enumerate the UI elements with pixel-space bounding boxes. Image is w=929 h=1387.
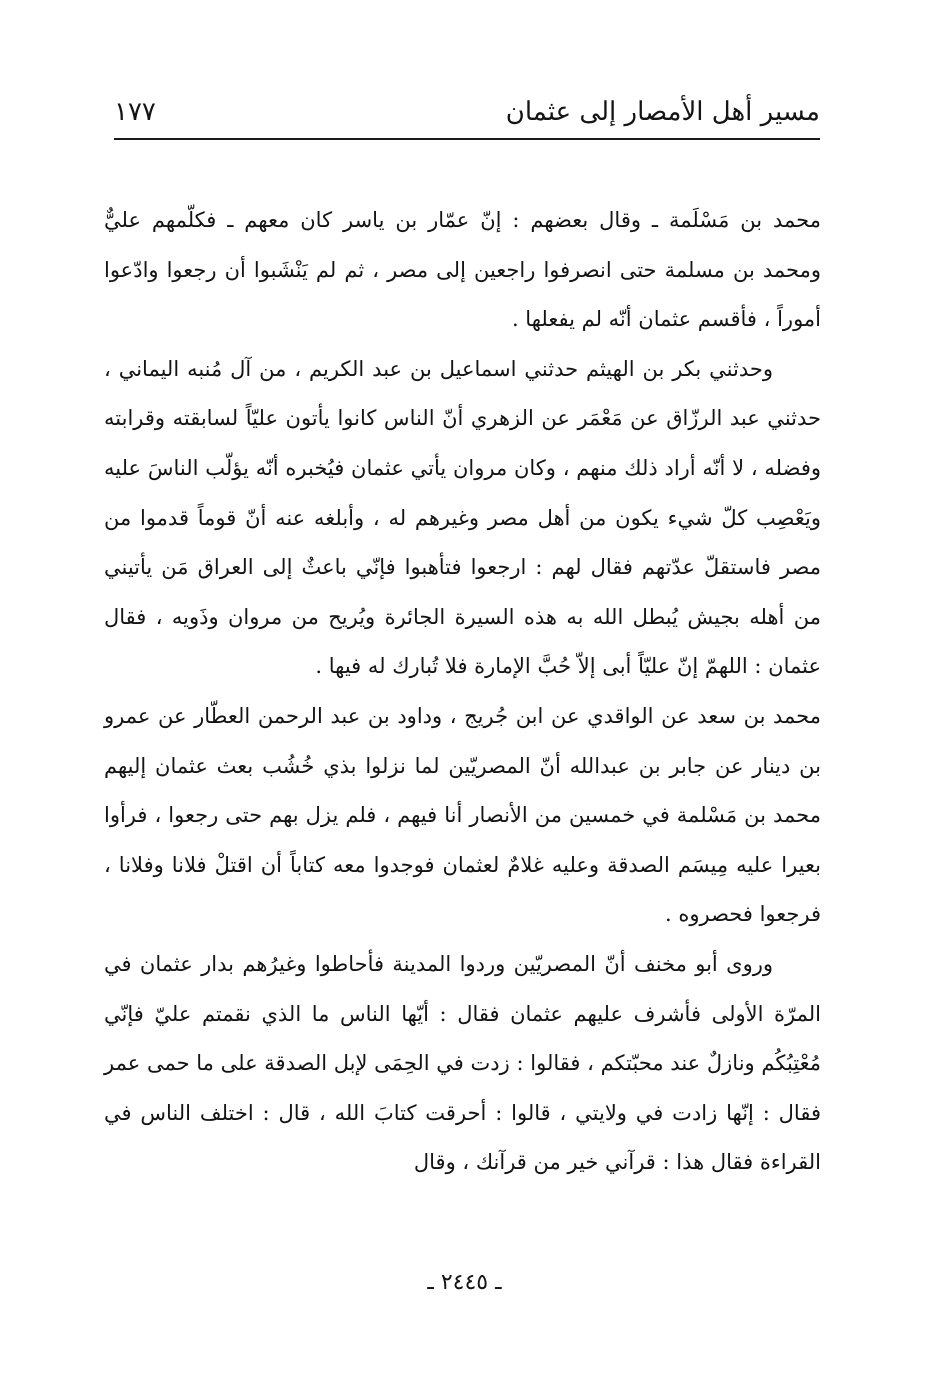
running-header-title: مسير أهل الأمصار إلى عثمان	[505, 97, 820, 127]
running-header-page-number: ١٧٧	[114, 97, 156, 127]
body-text	[104, 196, 821, 1188]
paragraph-2: وحدثني بكر بن الهيثم حدثني اسماعيل بن عبد الكريم ، من آل مُنبه اليماني ، حدثني عبد الرزّاق عن مَعْمَر عن الزهري أنّ الناس كانوا يأتون عليّاً لسابقته وقرابته وفضله ، لا أنّه أراد ذلك منهم ، وكان مروان يأتي عثمان فيُخبره أنّه يؤلّب الناسَ عليه ويَعْصِب كلّ شيء يكون من أهل مصر وغيرهم له ، وأبلغه عنه أنّ قوماً قدموا من مصر فاستقلّ عدّتهم فقال لهم : ارجعوا فتأهبوا فإنّي باعثٌ إلى العراق مَن يأتيني من أهله بجيش يُبطل الله به هذه السيرة الجائرة ويُريح من مروان وذَويه ، فقال عثمان : اللهمّ إنّ عليّاً أبى إلاّ حُبَّ الإمارة فلا تُبارك له فيها .	[104, 356, 821, 679]
footer-page-number: ـ ٢٤٤٥ ـ	[427, 1270, 502, 1295]
paragraph-4: وروى أبو مخنف أنّ المصريّين وردوا المدينة فأحاطوا وغيرُهم بدار عثمان في المرّة الأولى فأشرف عليهم عثمان فقال : أيّها الناس ما الذي نقمتم عليّ فإنّي مُعْتِبُكُم ونازلٌ عند محبّتكم ، فقالوا : زدت في الحِمَى لإبل الصدقة على ما حمى عمر فقال : إنّها زادت في ولايتي ، قالوا : أحرقت كتابَ الله ، قال : اختلف الناس في القراءة فقال هذا : قرآني خير من قرآنك ، وقال	[104, 951, 821, 1175]
running-header	[114, 92, 820, 140]
paragraph-1: محمد بن مَسْلَمة ـ وقال بعضهم : إنّ عمّار بن ياسر كان معهم ـ فكلّمهم عليٌّ ومحمد بن مسلمة حتى انصرفوا راجعين إلى مصر ، ثم لم يَنْشَبوا أن رجعوا وادّعوا أموراً ، فأقسم عثمان أنّه لم يفعلها .	[104, 208, 821, 332]
paragraph-3: محمد بن سعد عن الواقدي عن ابن جُريج ، وداود بن عبد الرحمن العطّار عن عمرو بن دينار عن جابر بن عبدالله أنّ المصريّين لما نزلوا بذي خُشُب بعث عثمان إليهم محمد بن مَسْلمة في خمسين من الأنصار أنا فيهم ، فلم يزل بهم حتى رجعوا ، فرأوا بعيرا عليه مِيسَم الصدقة وعليه غلامٌ لعثمان فوجدوا معه كتاباً أن اقتلْ فلانا وفلانا ، فرجعوا فحصروه .	[104, 703, 821, 927]
